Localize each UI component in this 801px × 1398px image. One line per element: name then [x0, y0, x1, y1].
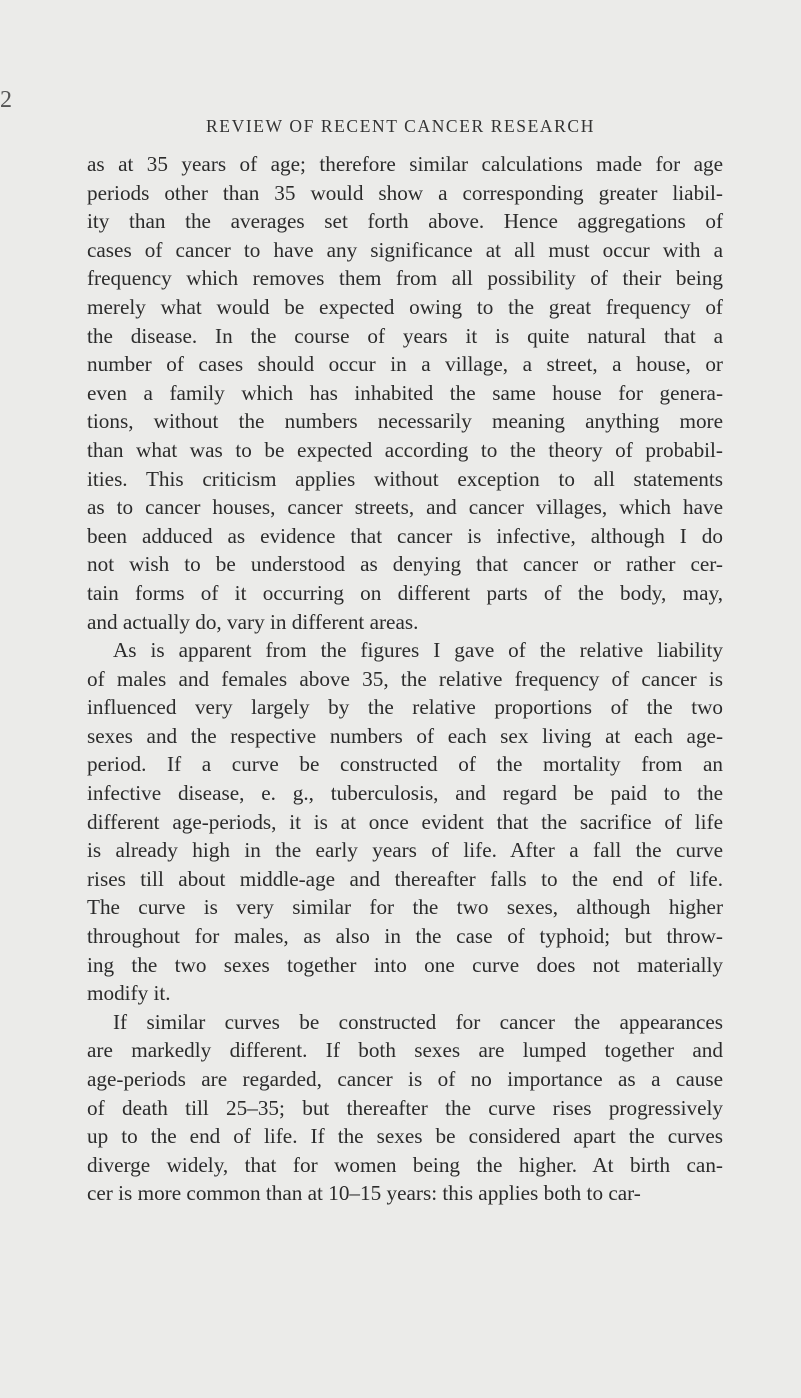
text-line: sexes and the respective numbers of each sex living at each age- [87, 723, 723, 748]
text-line: If similar curves be constructed for cancer the appearances [113, 1009, 723, 1034]
text-line: merely what would be expected owing to the great frequency of [87, 294, 723, 319]
text-line: period. If a curve be constructed of the mortality from an [87, 752, 723, 777]
text-line: not wish to be understood as denying that cancer or rather cer- [87, 552, 723, 577]
text-line: ity than the averages set forth above. Hence aggregations of [87, 209, 723, 234]
text-line: frequency which removes them from all possibility of their being [87, 266, 723, 291]
text-line: number of cases should occur in a village, a street, a house, or [87, 352, 723, 377]
text-line: ities. This criticism applies without exception to all statements [87, 466, 723, 491]
text-line: are markedly different. If both sexes are lumped together and [87, 1038, 723, 1063]
text-line: cases of cancer to have any significance at all must occur with a [87, 237, 723, 262]
text-line: as at 35 years of age; therefore similar calculations made for age [87, 152, 723, 176]
text-line: tions, without the numbers necessarily meaning anything more [87, 409, 723, 434]
body-text [87, 150, 723, 1208]
text-line: As is apparent from the figures I gave of the relative liability [113, 638, 723, 663]
text-line: of death till 25–35; but thereafter the curve rises progressively [87, 1095, 723, 1120]
text-line: modify it. [87, 981, 171, 1006]
text-line: than what was to be expected according to the theory of probabil- [87, 437, 723, 462]
text-line: rises till about middle-age and thereafter falls to the end of life. [87, 866, 723, 891]
text-line: the disease. In the course of years it is quite natural that a [87, 323, 723, 348]
text-line: diverge widely, that for women being the higher. At birth can- [87, 1152, 723, 1177]
text-line: been adduced as evidence that cancer is infective, although I do [87, 523, 723, 548]
text-line: even a family which has inhabited the same house for genera- [87, 380, 723, 405]
text-line: cer is more common than at 10–15 years: this applies both to car- [87, 1181, 641, 1206]
text-line: ing the two sexes together into one curve does not materially [87, 952, 723, 977]
text-line: different age-periods, it is at once evident that the sacrifice of life [87, 809, 723, 834]
page-number: 2 [0, 87, 12, 113]
text-line: age-periods are regarded, cancer is of no importance as a cause [87, 1067, 723, 1091]
text-line: influenced very largely by the relative proportions of the two [87, 695, 723, 720]
text-line: throughout for males, as also in the case of typhoid; but throw- [87, 924, 723, 949]
text-line: tain forms of it occurring on different parts of the body, may, [87, 580, 723, 605]
text-line: up to the end of life. If the sexes be considered apart the curves [87, 1124, 723, 1149]
text-line: of males and females above 35, the relative frequency of cancer is [87, 666, 723, 691]
running-head: REVIEW OF RECENT CANCER RESEARCH [206, 116, 595, 136]
text-line: is already high in the early years of life. After a fall the curve [87, 838, 723, 863]
text-line: The curve is very similar for the two sexes, although higher [87, 895, 723, 920]
text-line: infective disease, e. g., tuberculosis, and regard be paid to the [87, 781, 723, 806]
text-line: as to cancer houses, cancer streets, and cancer villages, which have [87, 495, 723, 520]
text-line: and actually do, vary in different areas. [87, 609, 419, 634]
text-line: periods other than 35 would show a corresponding greater liabil- [87, 180, 723, 205]
